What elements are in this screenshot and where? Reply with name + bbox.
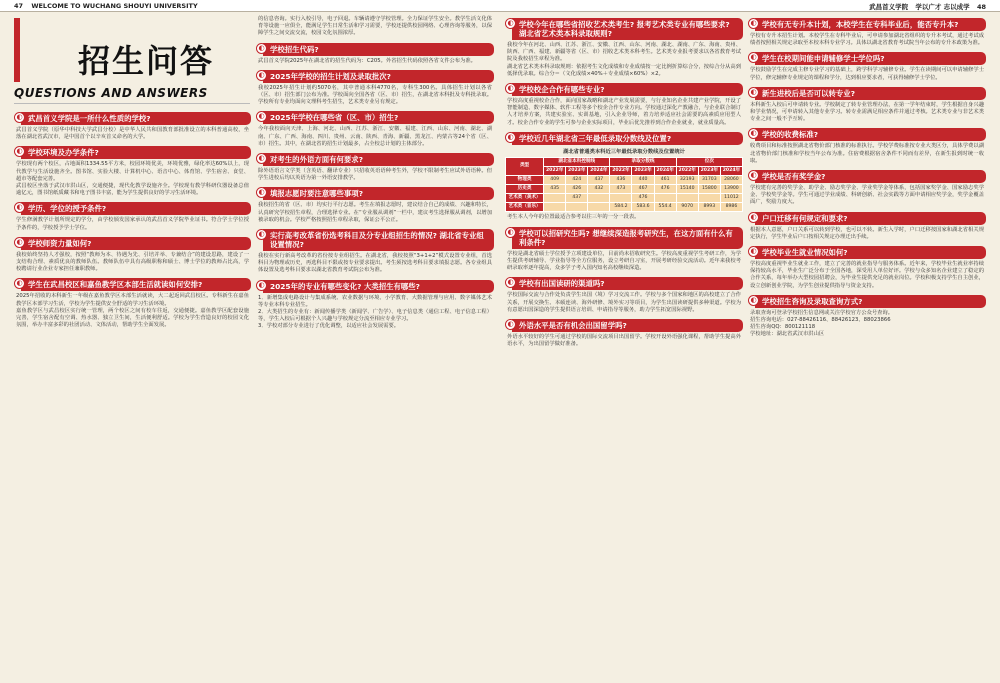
question-heading — [14, 112, 251, 125]
answer-text: 武昌首义学院（原华中科技大学武昌分校）是中华人民共和国教育部批准设立的本科普通高校，坐落在湖北省武汉市，是中国首个以辛亥首义命名的大学。 — [16, 127, 249, 141]
table-cell: 15800 — [698, 184, 720, 193]
answer-text: 收费项目和标准按照湖北省物价部门核准的标准执行。学校学费标准按专业大类区分，具体学费以湖北省物价部门核准和学校当年公布为准。住宿费根据宿舍条件不同而有差异，在新生报到时统一收取。 — [750, 143, 984, 164]
question-badge-icon: ◐ — [505, 83, 516, 94]
column-1 — [14, 108, 251, 680]
page-title-en: QUESTIONS AND ANSWERS — [14, 86, 208, 100]
answer-text: 1．新增集成电路设计与集成系统、农业数据与环境、小学教育、大数据管理与应用、数字媒体艺术等专业本科专业招生。 2．大类招生的专业有：新闻传播学类（新闻学、广告学）、电子信息类（通信工程、电子信息工程）等，学生入校后可根据个人兴趣与学校规定分流至相应专业学习。 3．学校对部分专业进行了优化调整，以适应社会发展需要。 — [258, 294, 492, 330]
table-year-cell: 2023年 — [698, 166, 720, 175]
table-row — [506, 202, 743, 211]
question-badge-icon: ◐ — [14, 112, 25, 123]
table-cell: 554.4 — [654, 202, 676, 211]
table-cell: 436 — [610, 175, 632, 184]
table-cell — [698, 193, 720, 202]
table-cell: 8993 — [698, 202, 720, 211]
answer-text: 2025年招收的本科新生一年级在嘉鱼教学区本部生活就读，大二起返回武昌校区。专科新生在嘉鱼教学区本部学习生活，学校为学生提供安全舒适的学习生活环境。 嘉鱼教学区与武昌校区实行统一管理，两个校区之间有校车往返，交通便捷。嘉鱼教学区配套设施完善，学生宿舍配有空调、热水器、独立卫生间，生活便利舒适。学校为学生营造良好的校园文化氛围，举办丰富多彩的社团活动、文体活动，帮助学生全面发展。 — [16, 293, 249, 329]
question-text: 新生进校后是否可以转专业? — [755, 87, 986, 100]
question-heading — [505, 227, 743, 249]
question-text: 学校近几年湖北省三年最低录取分数线及位置? — [512, 132, 743, 145]
question-text: 2025年的专业有哪些变化? 大类招生有哪些? — [263, 280, 494, 293]
question-text: 学校可以招研究生吗? 想继续深造报考研究生，在这方面有什么有利条件? — [512, 227, 743, 249]
question-badge-icon: ◐ — [14, 278, 25, 289]
answer-text: 学生修满教学计划所规定的学分，由学校颁发国家承认的武昌首义学院毕业证书。符合学士学位授予条件的，学校授予学士学位。 — [16, 217, 249, 231]
table-cell: 473 — [610, 184, 632, 193]
table-cell — [654, 193, 676, 202]
table-row — [506, 193, 743, 202]
answer-text: 录取查询可登录学校招生信息网或关注学校官方公众号查询。 招生咨询电话：027-88426116、88426123、88023866 招生咨询QQ：800121118 学校地址：湖北省武汉市洪山区 — [750, 309, 894, 338]
question-heading — [256, 153, 494, 166]
right-school-name: 武昌首义学院 — [869, 3, 909, 11]
question-heading — [748, 87, 986, 100]
question-text: 学校有出国读研的渠道吗? — [512, 277, 743, 290]
question-heading — [256, 229, 494, 251]
question-text: 实行高考改革省份选考科目及分专业组招生的情况? 湖北省专业组设置情况? — [263, 229, 494, 251]
answer-text: 学校是湖北省硕士学位授予立项建设单位，目前尚未招收研究生。学校高度重视学生考研工作，为学生提供考研辅导、学业指导等全方位服务，设立考研自习室，开展考研经验交流活动。近年来我校考研录取率逐年提高，众多学子考入国内知名高校继续深造。 — [507, 250, 741, 272]
question-text: 学生在武昌校区和嘉鱼教学区本部生活就读如何安排? — [21, 278, 251, 291]
question-heading — [505, 83, 743, 96]
score-table — [505, 157, 743, 212]
question-text: 学校师资力量如何? — [21, 237, 251, 250]
question-text: 学校毕业生就业情况如何? — [755, 246, 986, 259]
answer-text: 学校有专升本招生计划。本校学生在专科毕业后，可申请参加湖北省组织的专升本考试，通过考试成绩者按照相关规定录取至本校本科专业学习。具体以湖北省教育考试院当年公布的专升本政策为准。 — [750, 33, 984, 47]
question-text: 学生在校期间能申请辅修学士学位吗? — [755, 52, 986, 65]
table-cell: 31703 — [698, 175, 720, 184]
question-badge-icon: ◐ — [14, 202, 25, 213]
table-cell: 437 — [566, 193, 588, 202]
answer-text: 除外语语言文学类（含英语、翻译专业）只招收英语语种考生外，学校不限制考生应试外语语种。但学生进校后均以英语为第一外语安排教学。 — [258, 168, 492, 182]
header-left — [14, 2, 204, 10]
question-text: 2025年学校的招生计划及录取批次? — [263, 70, 494, 83]
table-cell: 13900 — [720, 184, 742, 193]
table-cell: 424 — [566, 175, 588, 184]
question-badge-icon: ◐ — [505, 132, 516, 143]
page-title: 招生问答 — [78, 42, 215, 80]
question-badge-icon: ◐ — [256, 111, 267, 122]
table-year-cell: 2022年 — [544, 166, 566, 175]
question-heading — [14, 202, 251, 215]
score-table-caption: 考生本人今年的位置最适合参考以往三年的一分一段表。 — [507, 213, 640, 220]
answer-text: 学校国际交流与合作处负责学生出国（境）学习交流工作。学校与多个国家和地区的高校建立了合作关系，开展交换生、本硕连读、海外研修、境外实习等项目，为学生出国读研提供多种渠道。学校为有意愿出国深造的学生提供语言培训、申请指导等服务，助力学生拓宽国际视野。 — [507, 292, 741, 313]
table-cell: 440 — [632, 175, 654, 184]
question-heading — [256, 43, 494, 56]
column-3 — [505, 14, 743, 680]
question-heading — [256, 111, 494, 124]
table-year-cell: 2024年 — [720, 166, 742, 175]
table-year-cell: 2024年 — [654, 166, 676, 175]
table-cell: 467 — [632, 184, 654, 193]
table-cell — [544, 193, 566, 202]
question-text: 武昌首义学院是一所什么性质的学校? — [21, 112, 251, 125]
question-badge-icon: ◐ — [505, 319, 516, 330]
question-text: 学校今年在哪些省招收艺术类考生? 报考艺术类专业有哪些要求? 湖北省艺术类本科录取规则? — [512, 18, 743, 40]
table-cell — [588, 193, 610, 202]
title-divider — [14, 103, 250, 104]
left-running-title: WELCOME TO WUCHANG SHOUYI UNIVERSITY — [31, 2, 198, 10]
answer-text: 外语水平较好的学生可通过学校的国际交流项目出国留学。学校开设外语强化课程，帮助学生提高外语水平，为出国留学做好准备。 — [507, 334, 741, 348]
table-header-cell: 类型 — [506, 157, 544, 175]
answer-text: 我校今年在河北、山西、江苏、浙江、安徽、江西、山东、河南、湖北、湖南、广东、海南、贵州、陕西、广西、福建、新疆等省（区、市）招收艺术类本科考生。艺术类专业报考要求以各省教育考试院及我校招生章程为准。 湖北省艺术类本科录取规则：依据考生文化成绩和专业成绩按一定比例折算综合分，按综合分从高到低择优录取。综合分＝（文化成绩×40%＋专业成绩×60%）×2。 — [507, 42, 741, 77]
table-cell: 11012 — [720, 193, 742, 202]
page-header — [0, 0, 1000, 12]
question-badge-icon: ◐ — [505, 18, 516, 29]
table-cell: 476 — [654, 184, 676, 193]
question-badge-icon: ◐ — [505, 277, 516, 288]
answer-text: 本科新生入校后可申请转专业。学校制定了转专业管理办法，在第一学年结束时，学生根据自身兴趣和学业情况，可申请转入其他专业学习。转专业需满足相应条件并通过考核。艺术类专业与非艺术类专业之间一般不予互转。 — [750, 101, 984, 123]
table-row-label: 艺术类（美术） — [506, 193, 544, 202]
question-heading — [505, 319, 743, 332]
table-row-label: 艺术类（音乐） — [506, 202, 544, 211]
table-row — [506, 184, 743, 193]
question-text: 学校的收费标准? — [755, 128, 986, 141]
question-badge-icon: ◐ — [748, 295, 759, 306]
answer-text: 武昌首义学院2025年在湖北省的招生代码为：C205。外省招生代码依照各省文件公布为准。 — [258, 57, 476, 64]
left-page-number: 47 — [14, 2, 24, 10]
table-cell: 28060 — [720, 175, 742, 184]
table-year-cell: 2022年 — [676, 166, 698, 175]
answer-text: 学校鼓励学生在完成主修专业学习的基础上，跨学科学习辅修专业。学生在读期间可以申请辅修学士学位，修完辅修专业规定的课程和学分，达到相应要求者，可获得辅修学士学位。 — [750, 67, 984, 81]
question-badge-icon: ◐ — [14, 146, 25, 157]
question-heading — [505, 18, 743, 40]
table-header-cell: 湖北省本科控制线 — [544, 157, 610, 166]
table-year-cell: 2022年 — [610, 166, 632, 175]
table-cell — [544, 202, 566, 211]
table-cell: 15140 — [676, 184, 698, 193]
question-text: 对考生的外语方面有何要求? — [263, 153, 494, 166]
table-header-cell: 录取分数线 — [610, 157, 676, 166]
table-cell — [676, 193, 698, 202]
question-text: 2025年学校在哪些省（区、市）招生? — [263, 111, 494, 124]
table-year-cell: 2023年 — [632, 166, 654, 175]
answer-text: 我校招生的省（区、市）均实行平行志愿。考生在填报志愿时，建议结合自己的成绩、兴趣和特长，认真研究学校招生章程，合理选择专业。在“专业服从调剂”一栏中，建议考生选择服从调剂，以增加被录取的机会。学校严格按照招生章程录取，保证公平公正。 — [258, 202, 492, 223]
answer-text: 我校在实行新高考改革的省份按专业组招生。在湖北省，我校按照“3+1+2”模式设置专业组，首选科目为物理或历史，再选科目不限或按专业要求提出。考生须按选考科目要求填报志愿。各专业组具体设置及选考科目要求以湖北省教育考试院公布为准。 — [258, 253, 492, 274]
question-badge-icon: ◐ — [256, 280, 267, 291]
question-badge-icon: ◐ — [256, 70, 267, 81]
right-page-number: 48 — [976, 3, 986, 11]
question-heading — [748, 212, 986, 225]
question-badge-icon: ◐ — [14, 237, 25, 248]
question-text: 学校环境及办学条件? — [21, 146, 251, 159]
table-row — [506, 175, 743, 184]
table-cell: 32193 — [676, 175, 698, 184]
table-row-label: 物理类 — [506, 175, 544, 184]
table-cell — [610, 193, 632, 202]
answer-text: 根据本人意愿，户口关系可以转到学校，也可以不转。新生入学时，户口迁移按国家和湖北省相关规定执行，学生毕业后户口按相关规定办理迁出手续。 — [750, 226, 984, 240]
question-badge-icon: ◐ — [256, 43, 267, 54]
answer-text: 学校建有完善的奖学金、助学金、励志奖学金、学业奖学金等体系，包括国家奖学金、国家励志奖学金、学校奖学金等。学生可通过学业成绩、科研创新、社会实践等方面申请相应奖学金，奖学金覆盖面广，奖励力度大。 — [750, 185, 984, 206]
table-cell: 476 — [632, 193, 654, 202]
question-badge-icon: ◐ — [256, 153, 267, 164]
question-heading — [748, 170, 986, 183]
question-heading — [14, 237, 251, 250]
question-heading — [256, 280, 494, 293]
question-badge-icon: ◐ — [748, 87, 759, 98]
question-heading — [748, 18, 986, 31]
question-heading — [505, 132, 743, 145]
table-cell: 584.2 — [610, 202, 632, 211]
question-badge-icon: ◐ — [748, 246, 759, 257]
question-text: 学历、学位的授予条件? — [21, 202, 251, 215]
question-heading — [748, 128, 986, 141]
score-table-title: 湖北省普通类本科近三年最低录取分数线及位置统计 — [563, 148, 685, 155]
question-badge-icon: ◐ — [748, 52, 759, 63]
question-badge-icon: ◐ — [748, 18, 759, 29]
question-badge-icon: ◐ — [256, 229, 267, 240]
question-text: 学校是否有奖学金? — [755, 170, 986, 183]
answer-text: 今年我校面向天津、上海、河北、山西、江苏、浙江、安徽、福建、江西、山东、河南、湖北、湖南、广东、广西、海南、四川、贵州、云南、陕西、青海、新疆、黑龙江、内蒙古等24个省（区、市）招生。其中，在湖北省的招生计划最多，占全校总计划的主体部分。 — [258, 126, 492, 147]
question-heading — [748, 246, 986, 259]
question-text: 学校招生咨询及录取查询方式? — [755, 295, 986, 308]
table-cell: 409 — [544, 175, 566, 184]
table-cell — [566, 202, 588, 211]
header-right — [864, 2, 986, 11]
question-badge-icon: ◐ — [256, 187, 267, 198]
table-cell: 435 — [544, 184, 566, 193]
table-cell — [588, 202, 610, 211]
score-table-block — [505, 145, 743, 223]
question-heading — [748, 52, 986, 65]
table-year-cell: 2024年 — [588, 166, 610, 175]
right-section-name: 学以广才 志以成学 — [915, 3, 970, 11]
answer-text: 学校高度重视校企合作，面向国家战略和湖北产业发展需要，与行业知名企业共建产业学院，开设了智能制造、数字媒体、软件工程等多个校企合作专业方向。学校通过深化产教融合，与企业联合制订人才培养方案，共建实验室、实训基地，引入企业导师，着力培养适应社会需要的高素质应用型人才。校企合作专业的学生可参与企业实际项目，毕业后优先推荐到合作企业就业，就业质量高。 — [507, 98, 741, 126]
table-cell: 432 — [588, 184, 610, 193]
table-cell: 461 — [654, 175, 676, 184]
question-text: 户口迁移有何规定和要求? — [755, 212, 986, 225]
table-cell: 8986 — [720, 202, 742, 211]
question-badge-icon: ◐ — [748, 212, 759, 223]
question-text: 填报志愿时要注意哪些事项? — [263, 187, 494, 200]
question-heading — [14, 278, 251, 291]
table-row-label: 历史类 — [506, 184, 544, 193]
question-heading — [748, 295, 986, 308]
question-badge-icon: ◐ — [505, 227, 516, 238]
answer-text: 学校现有两个校区，占地面积1334.55平方米，校园环境优美，环境优雅，绿化率达60%以上，现代教学与生活设施齐全。图书馆、实验大楼、计算机中心、语音中心、体育馆、学生宿舍、食堂、超市等配套完善。 武昌校区坐落于武汉市洪山区，交通便捷，现代化教学设施齐全。学校现有教学科研仪器设备总值逾亿元，图书馆纸质藏书和电子图书丰富，能为学生提供良好的学习生活环境。 — [16, 161, 249, 197]
question-heading — [505, 277, 743, 290]
question-heading — [256, 70, 494, 83]
table-cell: 583.6 — [632, 202, 654, 211]
table-year-cell: 2023年 — [566, 166, 588, 175]
question-text: 学校有无专升本计划，本校学生在专科毕业后，能否专升本? — [755, 18, 986, 31]
question-text: 外语水平是否有机会出国留学吗? — [512, 319, 743, 332]
title-accent-bar — [14, 18, 20, 82]
question-text: 学校校企合作有哪些专业? — [512, 83, 743, 96]
column-2 — [256, 14, 494, 680]
table-header-cell: 位次 — [676, 157, 742, 166]
answer-text: 学校高度重视毕业生就业工作，建立了完善的就业指导与服务体系。近年来，学校毕业生就业率持续保持较高水平，毕业生广泛分布于全国各地，深受用人单位好评。学校与众多知名企业建立了稳定的合作关系，每年举办大型校园招聘会，为毕业生提供充足的就业岗位。学校积极支持学生自主创业，设立创新创业学院，为学生创业提供指导与资金支持。 — [750, 261, 984, 289]
question-heading — [14, 146, 251, 159]
answer-text: 我校2025年招生计划约5070名，其中普通本科4770名，专科生300名。具体招生计划以各省（区、市）招生部门公布为准。学校面向全国各省（区、市）招生，在湖北省本科批及专科批录取。学校所有专业均面向文理科考生招生，艺术类专业另有规定。 — [258, 84, 492, 106]
table-cell: 426 — [566, 184, 588, 193]
column-4 — [748, 14, 986, 680]
question-badge-icon: ◐ — [748, 128, 759, 139]
question-heading — [256, 187, 494, 200]
table-cell: 437 — [588, 175, 610, 184]
table-cell: 9070 — [676, 202, 698, 211]
question-text: 学校招生代码? — [263, 43, 494, 56]
answer-text: 我校始终坚持人才强校，按照“教师为本、待遇为先、引培并举、专兼结合”的建设思路，建设了一支结构合理、素质优良的教师队伍。教师队伍中具有高级职称和硕士、博士学位的教师占比高，学校聘请行业企业专家担任兼职教师。 — [16, 251, 249, 273]
question-badge-icon: ◐ — [748, 170, 759, 181]
answer-text: 的信息咨询。实行入校引导，电子回退。车辆请遵守学校管理。全力保证学生安全。教学生活文化体育等设施一应俱全，能满足学生日常生活和学习需要，学校还提供校园网络、心理咨询等服务，以保障学生之间交流交流，校园文化氛围浓厚。 — [258, 16, 492, 37]
